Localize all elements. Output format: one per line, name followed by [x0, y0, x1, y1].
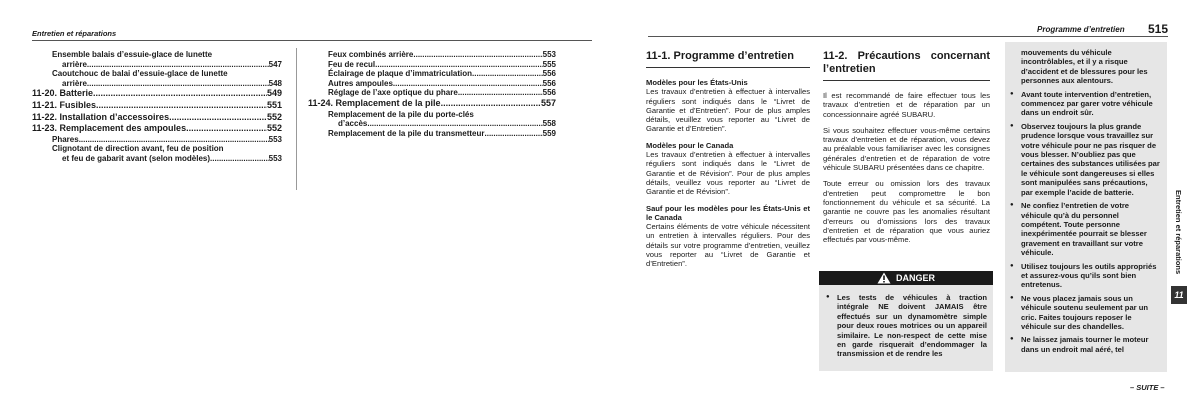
toc-entry-page: 551: [266, 99, 282, 110]
toc-entry: [308, 50, 556, 60]
toc-entry: [32, 135, 282, 145]
continued-footer: – SUITE –: [1130, 383, 1165, 392]
subheading-other: Sauf pour les modèles pour les États-Unis et le Canada: [646, 203, 810, 222]
warning-bullet: ● Avant toute intervention d’entretien, commencez par garer votre véhicule dans un endroit sûr.: [1009, 90, 1161, 118]
warning-bullet: ● Ne confiez l’entretien de votre véhicule qu’à du personnel compétent. Toute personne inexpérimentée pourrait se blesser gravement en travaillant sur votre véhicule.: [1009, 201, 1161, 257]
section-title-11-1: 11-1. Programme d’entretien: [646, 50, 794, 62]
toc-entry-page: 553: [542, 50, 556, 59]
toc-leader-dots: [472, 69, 543, 79]
toc-entry: [308, 129, 556, 139]
warning-bullet: ● Ne vous placez jamais sous un véhicule soutenu seulement par un cric. Faites toujours reposer le véhicule sur des chandelles.: [1009, 294, 1161, 332]
left-header-rule: [32, 40, 592, 41]
paragraph-other: Certains éléments de votre véhicule nécessitent un entretien à intervalles réguliers. Pour des détails sur votre programme d’entretien, veuillez vous reporter au “Livret de Garantie et d’Entretien”.: [646, 222, 810, 269]
page-number: 515: [1148, 22, 1169, 36]
toc-divider: [296, 48, 297, 190]
toc-entry-page: 557: [540, 97, 556, 108]
subheading-usa: Modèles pour les États-Unis: [646, 78, 748, 87]
toc-entry-page: 552: [266, 111, 282, 122]
toc-entry: [32, 154, 282, 164]
warning-bullet: ● Observez toujours la plus grande prudence lorsque vous travaillez sur votre véhicule pour ne pas risquer de vous blesser. N’oubliez pas que certaines des substances utilisées par le véhicule sont dangereuses si elles sont manipulées sans précautions, par exemple l’acide de batterie.: [1009, 122, 1161, 197]
danger-header: [819, 271, 993, 285]
toc-entry-title: Remplacement de la pile du porte-clés: [328, 109, 474, 119]
toc-entry-title: Feu de recul: [328, 59, 376, 69]
toc-entry-title: d’accès: [338, 119, 368, 129]
toc-leader-dots: [413, 50, 542, 60]
warning-bullet: ● Ne laissez jamais tourner le moteur dans un endroit mal aéré, tel: [1009, 335, 1161, 354]
toc-entry-title: arrière: [62, 78, 87, 88]
paragraph-canada: Les travaux d’entretien à effectuer à intervalles réguliers sont indiqués dans le “Livret de Garantie et de Révision”. Pour de plus amples détails, veuillez vous reporter au “Livret de Garantie et de Révision”.: [646, 150, 810, 197]
toc-leader-dots: [375, 60, 543, 70]
right-header-rule: [648, 36, 1168, 37]
warnings-continued-box: [1005, 42, 1167, 372]
toc-leader-dots: [93, 88, 267, 100]
toc-entry-title: Ensemble balais d’essuie-glace de lunette: [52, 50, 213, 59]
section-title-11-2: 11-2. Précautions concernant l’entretien: [823, 50, 990, 75]
toc-entry-title: Phares: [52, 134, 79, 144]
toc-entry: [32, 123, 282, 135]
section-rule: [646, 67, 810, 68]
toc-entry: [32, 144, 282, 154]
toc-entry-page: 556: [542, 78, 556, 88]
maintenance-schedule-column: [646, 50, 810, 276]
toc-leader-dots: [87, 60, 269, 70]
maintenance-precautions-column: [823, 50, 990, 251]
toc-leader-dots: [393, 79, 543, 89]
toc-entry-title: arrière: [62, 59, 87, 69]
toc-entry-title: 11-23. Remplacement des ampoules: [32, 123, 187, 134]
toc-entry: [32, 88, 282, 100]
toc-entry-title: Autres ampoules: [328, 78, 393, 88]
toc-entry-title: Réglage de l’axe optique du phare: [328, 88, 458, 98]
precautions-paragraph-3: Toute erreur ou omission lors des travaux d’entretien peut compromettre le bon fonctionnement du véhicule et sa sécurité. La garantie ne couvre pas les anomalies résultant d’erreurs ou d’omissions lors des travaux d’entretien et de réparation que vous auriez effectués par vous-même.: [823, 179, 990, 245]
warning-bullet: ● Utilisez toujours les outils appropriés et assurez-vous qu’ils sont bien entretenus.: [1009, 262, 1161, 290]
toc-entry-page: 556: [542, 69, 556, 79]
toc-entry: [32, 112, 282, 124]
toc-leader-dots: [458, 88, 543, 98]
toc-entry-title: 11-24. Remplacement de la pile: [308, 97, 441, 108]
toc-entry-page: 553: [268, 153, 282, 163]
toc-entry-page: 547: [268, 59, 282, 69]
toc-entry-title: Clignotant de direction avant, feu de position: [52, 144, 224, 154]
toc-leader-dots: [210, 154, 269, 164]
toc-entry: [308, 88, 556, 98]
toc-entry-page: 556: [542, 88, 556, 98]
toc-entry: [308, 69, 556, 79]
toc-entry-page: 555: [542, 59, 556, 69]
toc-leader-dots: [96, 100, 267, 112]
toc-entry-title: Remplacement de la pile du transmetteur: [328, 128, 485, 138]
chapter-side-label: Entretien et réparations: [1174, 190, 1183, 275]
toc-column-2: [308, 50, 556, 138]
toc-entry: [32, 79, 282, 89]
toc-entry-page: 558: [542, 119, 556, 129]
toc-leader-dots: [169, 112, 267, 124]
toc-entry-title: 11-22. Installation d’accessoires: [32, 111, 170, 122]
toc-entry: [32, 100, 282, 112]
toc-leader-dots: [441, 98, 541, 110]
toc-entry: [308, 60, 556, 70]
toc-leader-dots: [485, 129, 543, 139]
danger-box: [819, 285, 993, 371]
toc-entry-page: 559: [542, 128, 556, 138]
section-rule: [823, 80, 990, 81]
toc-entry-page: 552: [266, 123, 282, 134]
toc-entry-title: 11-21. Fusibles: [32, 99, 97, 110]
toc-entry: [32, 60, 282, 70]
paragraph-usa: Les travaux d’entretien à effectuer à intervalles réguliers sont indiqués dans le “Livret de Garantie et d’Entretien”. Pour de plus amples détails, veuillez vous reporter au “Livret de Garantie et d’Entretien”.: [646, 87, 810, 134]
precautions-paragraph-1: Il est recommandé de faire effectuer tous les travaux d’entretien et de réparation par un concessionnaire agréé SUBARU.: [823, 91, 990, 119]
warning-triangle-icon: [877, 272, 891, 284]
toc-entry-page: 548: [268, 78, 282, 88]
toc-entry-page: 553: [268, 134, 282, 144]
toc-entry: [308, 98, 556, 110]
toc-entry-title: Caoutchouc de balai d’essuie-glace de lunette: [52, 69, 228, 79]
toc-entry: [32, 69, 282, 79]
danger-text: ● Les tests de véhicules à traction intégrale NE doivent JAMAIS être effectués sur un dynamomètre simple pour deux roues motrices ou un appareil similaire. Le non-respect de cette mise en garde risquerait d’endommager la transmission et de rendre les: [825, 293, 987, 359]
left-page-header: Entretien et réparations: [32, 29, 117, 38]
toc-leader-dots: [79, 135, 269, 145]
warning-continuation: mouvements du véhicule incontrôlables, et il y a risque d’accident et de blessures pour les personnes aux alentours.: [1021, 48, 1148, 86]
toc-leader-dots: [87, 79, 269, 89]
toc-entry: [308, 110, 556, 120]
toc-entry-title: Éclairage de plaque d’immatriculation: [328, 69, 473, 79]
subheading-canada: Modèles pour le Canada: [646, 140, 734, 150]
toc-entry-title: 11-20. Batterie: [32, 88, 94, 99]
toc-entry-title: Feux combinés arrière: [328, 50, 414, 59]
right-page-header: Programme d’entretien: [1037, 25, 1125, 34]
chapter-tab: 11: [1171, 286, 1187, 304]
precautions-paragraph-2: Si vous souhaitez effectuer vous-même certains travaux d’entretien et de réparation, vous devez au préalable vous familiariser avec les consignes générales d’entretien et de réparation de votre véhicule SUBARU présentées dans ce chapitre.: [823, 125, 990, 173]
toc-column-1: [32, 50, 282, 164]
toc-entry-page: 549: [266, 88, 282, 99]
toc-leader-dots: [186, 123, 267, 135]
toc-entry: [308, 79, 556, 89]
danger-label: DANGER: [895, 273, 935, 283]
toc-entry: [308, 119, 556, 129]
toc-leader-dots: [367, 119, 542, 129]
toc-entry: [32, 50, 282, 60]
toc-entry-title: et feu de gabarit avant (selon modèles): [62, 153, 211, 163]
